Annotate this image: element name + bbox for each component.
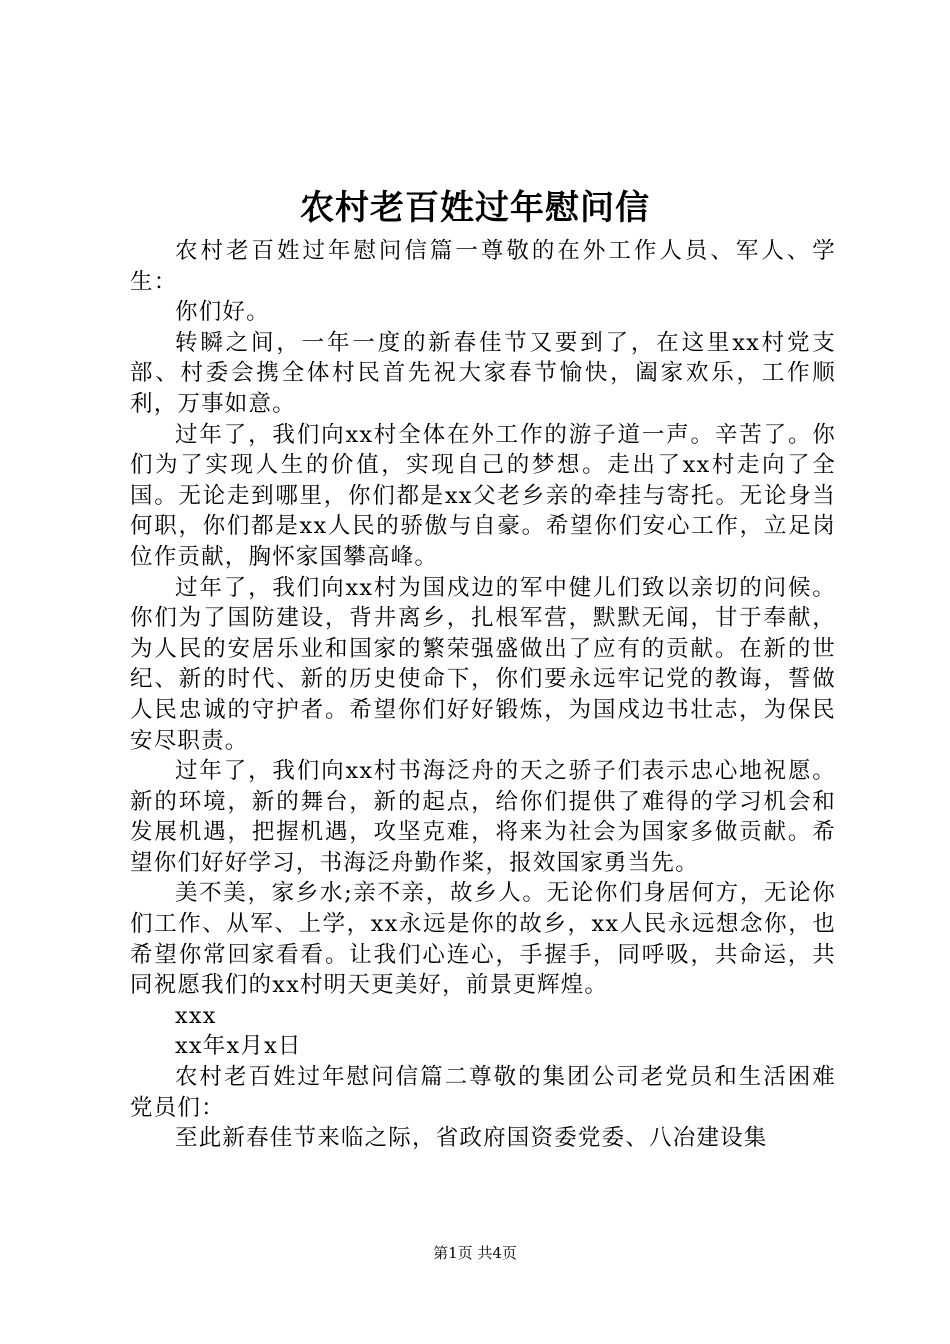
paragraph: 你们好。 bbox=[175, 299, 270, 326]
paragraph: 农村老百姓过年慰问信篇二尊敬的集团公司老党员和生活困难党员们： bbox=[130, 1064, 836, 1121]
paragraph: 过年了，我们向xx村书海泛舟的天之骄子们表示忠心地祝愿。新的环境，新的舞台，新的起点，给你们提供了难得的学习机会和发展机遇，把握机遇，攻坚克难，将来为社会为国家多做贡献。希望你们好好学习，书海泛舟勤作桨，报效国家勇当先。 bbox=[130, 758, 836, 876]
document-body bbox=[130, 236, 836, 1154]
paragraph: 过年了，我们向xx村为国戍边的军中健儿们致以亲切的问候。你们为了国防建设，背井离乡，扎根军营，默默无闻，甘于奉献，为人民的安居乐业和国家的繁荣强盛做出了应有的贡献。在新的世纪、新的时代、新的历史使命下，你们要永远牢记党的教诲，誓做人民忠诚的守护者。希望你们好好锻炼，为国戍边书壮志，为保民安尽职责。 bbox=[130, 574, 836, 754]
signature: xxx bbox=[175, 1002, 217, 1029]
page-number-footer: 第1页 共4页 bbox=[433, 1244, 517, 1262]
date-line: xx年x月x日 bbox=[175, 1033, 302, 1060]
paragraph: 至此新春佳节来临之际，省政府国资委党委、八冶建设集 bbox=[175, 1125, 768, 1152]
document-title: 农村老百姓过年慰问信 bbox=[300, 188, 650, 228]
paragraph: 转瞬之间，一年一度的新春佳节又要到了，在这里xx村党支部、村委会携全体村民首先祝大家春节愉快，阖家欢乐，工作顺利，万事如意。 bbox=[130, 329, 836, 417]
paragraph: 农村老百姓过年慰问信篇一尊敬的在外工作人员、军人、学生： bbox=[130, 238, 836, 295]
paragraph: 美不美，家乡水;亲不亲，故乡人。无论你们身居何方，无论你们工作、从军、上学，xx永远是你的故乡，xx人民永远想念你，也希望你常回家看看。让我们心连心，手握手，同呼吸，共命运，共同祝愿我们的xx村明天更美好，前景更辉煌。 bbox=[130, 880, 836, 999]
paragraph: 过年了，我们向xx村全体在外工作的游子道一声。辛苦了。你们为了实现人生的价值，实现自己的梦想。走出了xx村走向了全国。无论走到哪里，你们都是xx父老乡亲的牵挂与寄托。无论身当何职，你们都是xx人民的骄傲与自豪。希望你们安心工作，立足岗位作贡献，胸怀家国攀高峰。 bbox=[130, 421, 836, 570]
